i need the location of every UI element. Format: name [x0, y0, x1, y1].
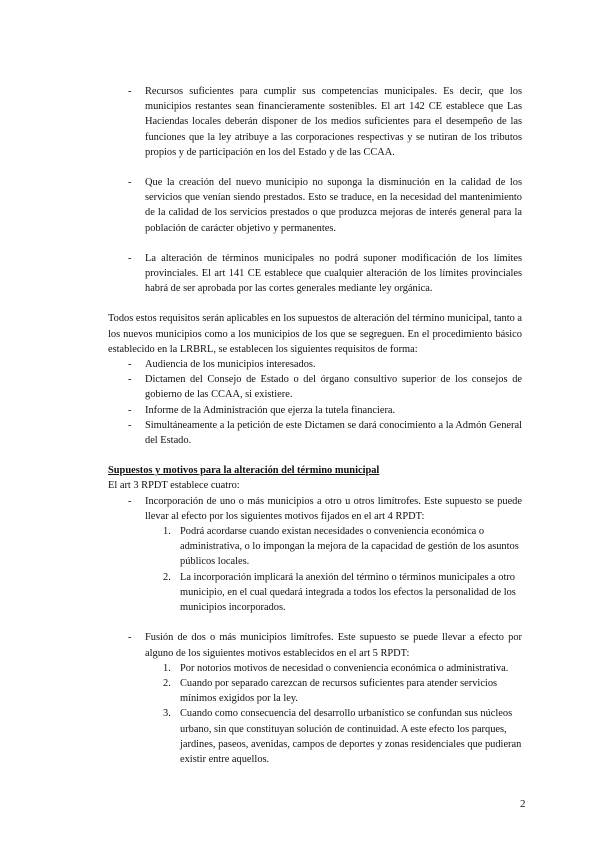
numbered-item-text: Podrá acordarse cuando existan necesidades o conveniencia económica o administrativa, o lo impongan la mejora de la capacidad de gestión de los asuntos públicos locales. [180, 526, 519, 568]
item-number: 3. [163, 708, 171, 720]
list-dash: - [128, 359, 132, 371]
list-item-text: Audiencia de los municipios interesados. [145, 359, 316, 371]
item-number: 1. [163, 662, 171, 674]
section-heading: Supuestos y motivos para la alteración del término municipal [108, 465, 380, 477]
list-dash: - [128, 419, 132, 431]
list-gap [108, 236, 522, 251]
list-dash: - [128, 404, 132, 416]
spacer [108, 448, 522, 463]
page-content [108, 84, 522, 767]
case-motives-list [108, 661, 522, 767]
page-number: 2 [520, 798, 526, 810]
list-item [108, 251, 522, 297]
list-item-text: Recursos suficientes para cumplir sus competencias municipales. Es decir, que los municipios restantes sean financieramente sostenibles. El art 142 CE establece que Las Haciendas locales deberán disponer de los medios suficientes para el desempeño de las funciones que la ley atribuye a las corporaciones respectivas y se nutiran de los tributos propios y de participación en los del Estado y de las CCAA. [145, 86, 522, 158]
list-item-text: Simultáneamente a la petición de este Dictamen se dará conocimiento a la Admón General del Estado. [145, 419, 522, 447]
list-item [108, 403, 522, 418]
numbered-item-text: Cuando por separado carezcan de recursos suficientes para atender servicios mínimos exigidos por la ley. [180, 677, 498, 705]
spacer [108, 296, 522, 311]
spacer [108, 615, 522, 630]
item-number: 2. [163, 571, 171, 583]
list-item [108, 357, 522, 372]
list-dash: - [128, 86, 132, 97]
case-text: Fusión de dos o más municipios limítrofes. Este supuesto se puede llevar a efecto por alguno de los siguientes motivos establecidos en el art 5 RPDT: [145, 632, 522, 659]
item-number: 2. [163, 677, 171, 689]
numbered-item-text: Cuando como consecuencia del desarrollo urbanístico se confundan sus núcleos urbano, sin que constituyan solución de continuidad. A este efecto los parques, jardines, paseos, avenidas, campos de deportes y zonas residenciales que pudieran existir entre aquellos. [180, 708, 522, 765]
list-dash: - [128, 252, 132, 264]
list-dash: - [128, 632, 132, 644]
numbered-item [108, 570, 522, 616]
list-gap [108, 160, 522, 175]
list-item-text: Informe de la Administración que ejerza la tutela financiera. [145, 404, 396, 416]
numbered-item-text: La incorporación implicará la anexión del término o términos municipales a otro municipio, en el cual quedará integrada a todos los efectos la personalidad de los municipios incorporados. [180, 571, 516, 614]
form-requirements-list [108, 357, 522, 448]
list-item-text: Dictamen del Consejo de Estado o del órgano consultivo superior de los consejos de gobierno de las CCAA, si existiere. [145, 374, 522, 401]
list-dash: - [128, 495, 132, 507]
numbered-item [108, 706, 522, 767]
case-incorporacion [108, 494, 522, 524]
numbered-item [108, 676, 522, 706]
list-dash: - [128, 177, 132, 189]
list-dash: - [128, 374, 132, 386]
requirements-list [108, 84, 522, 296]
case-fusion [108, 630, 522, 660]
numbered-item-text: Por notorios motivos de necesidad o conveniencia económica o administrativa. [180, 662, 509, 674]
list-item [108, 175, 522, 236]
list-item-text: La alteración de términos municipales no podrá suponer modificación de los límites provinciales. El art 141 CE establece que cualquier alteración de los límites provinciales habrá de ser aprobada por las cortes generales mediante ley orgánica. [145, 252, 522, 295]
cases-list [108, 630, 522, 660]
case-text: Incorporación de uno o más municipios a otro u otros limítrofes. Este supuesto se puede llevar al efecto por los siguientes motivos fijados en el art 4 RPDT: [145, 495, 522, 522]
requirements-paragraph: Todos estos requisitos serán aplicables en los supuestos de alteración del término municipal, tanto a los nuevos municipios como a los municipios de los que se segreguen. En el procedimiento básico establecido en la LRBRL, se establecen los siguientes requisitos de forma: [108, 313, 522, 355]
cases-list [108, 494, 522, 524]
list-item [108, 418, 522, 448]
list-item-text: Que la creación del nuevo municipio no suponga la disminución en la calidad de los servicios que venían siendo prestados. Esto se traduce, en la necesidad del mantenimiento de la calidad de los servicios prestados o que produzca mejoras de interés general para la población de carácter objetivo y permanentes. [145, 177, 522, 234]
case-motives-list [108, 524, 522, 615]
list-item [108, 372, 522, 402]
numbered-item [108, 524, 522, 570]
item-number: 1. [163, 526, 171, 538]
section-intro: El art 3 RPDT establece cuatro: [108, 480, 240, 492]
numbered-item [108, 661, 522, 676]
list-item [108, 84, 522, 160]
